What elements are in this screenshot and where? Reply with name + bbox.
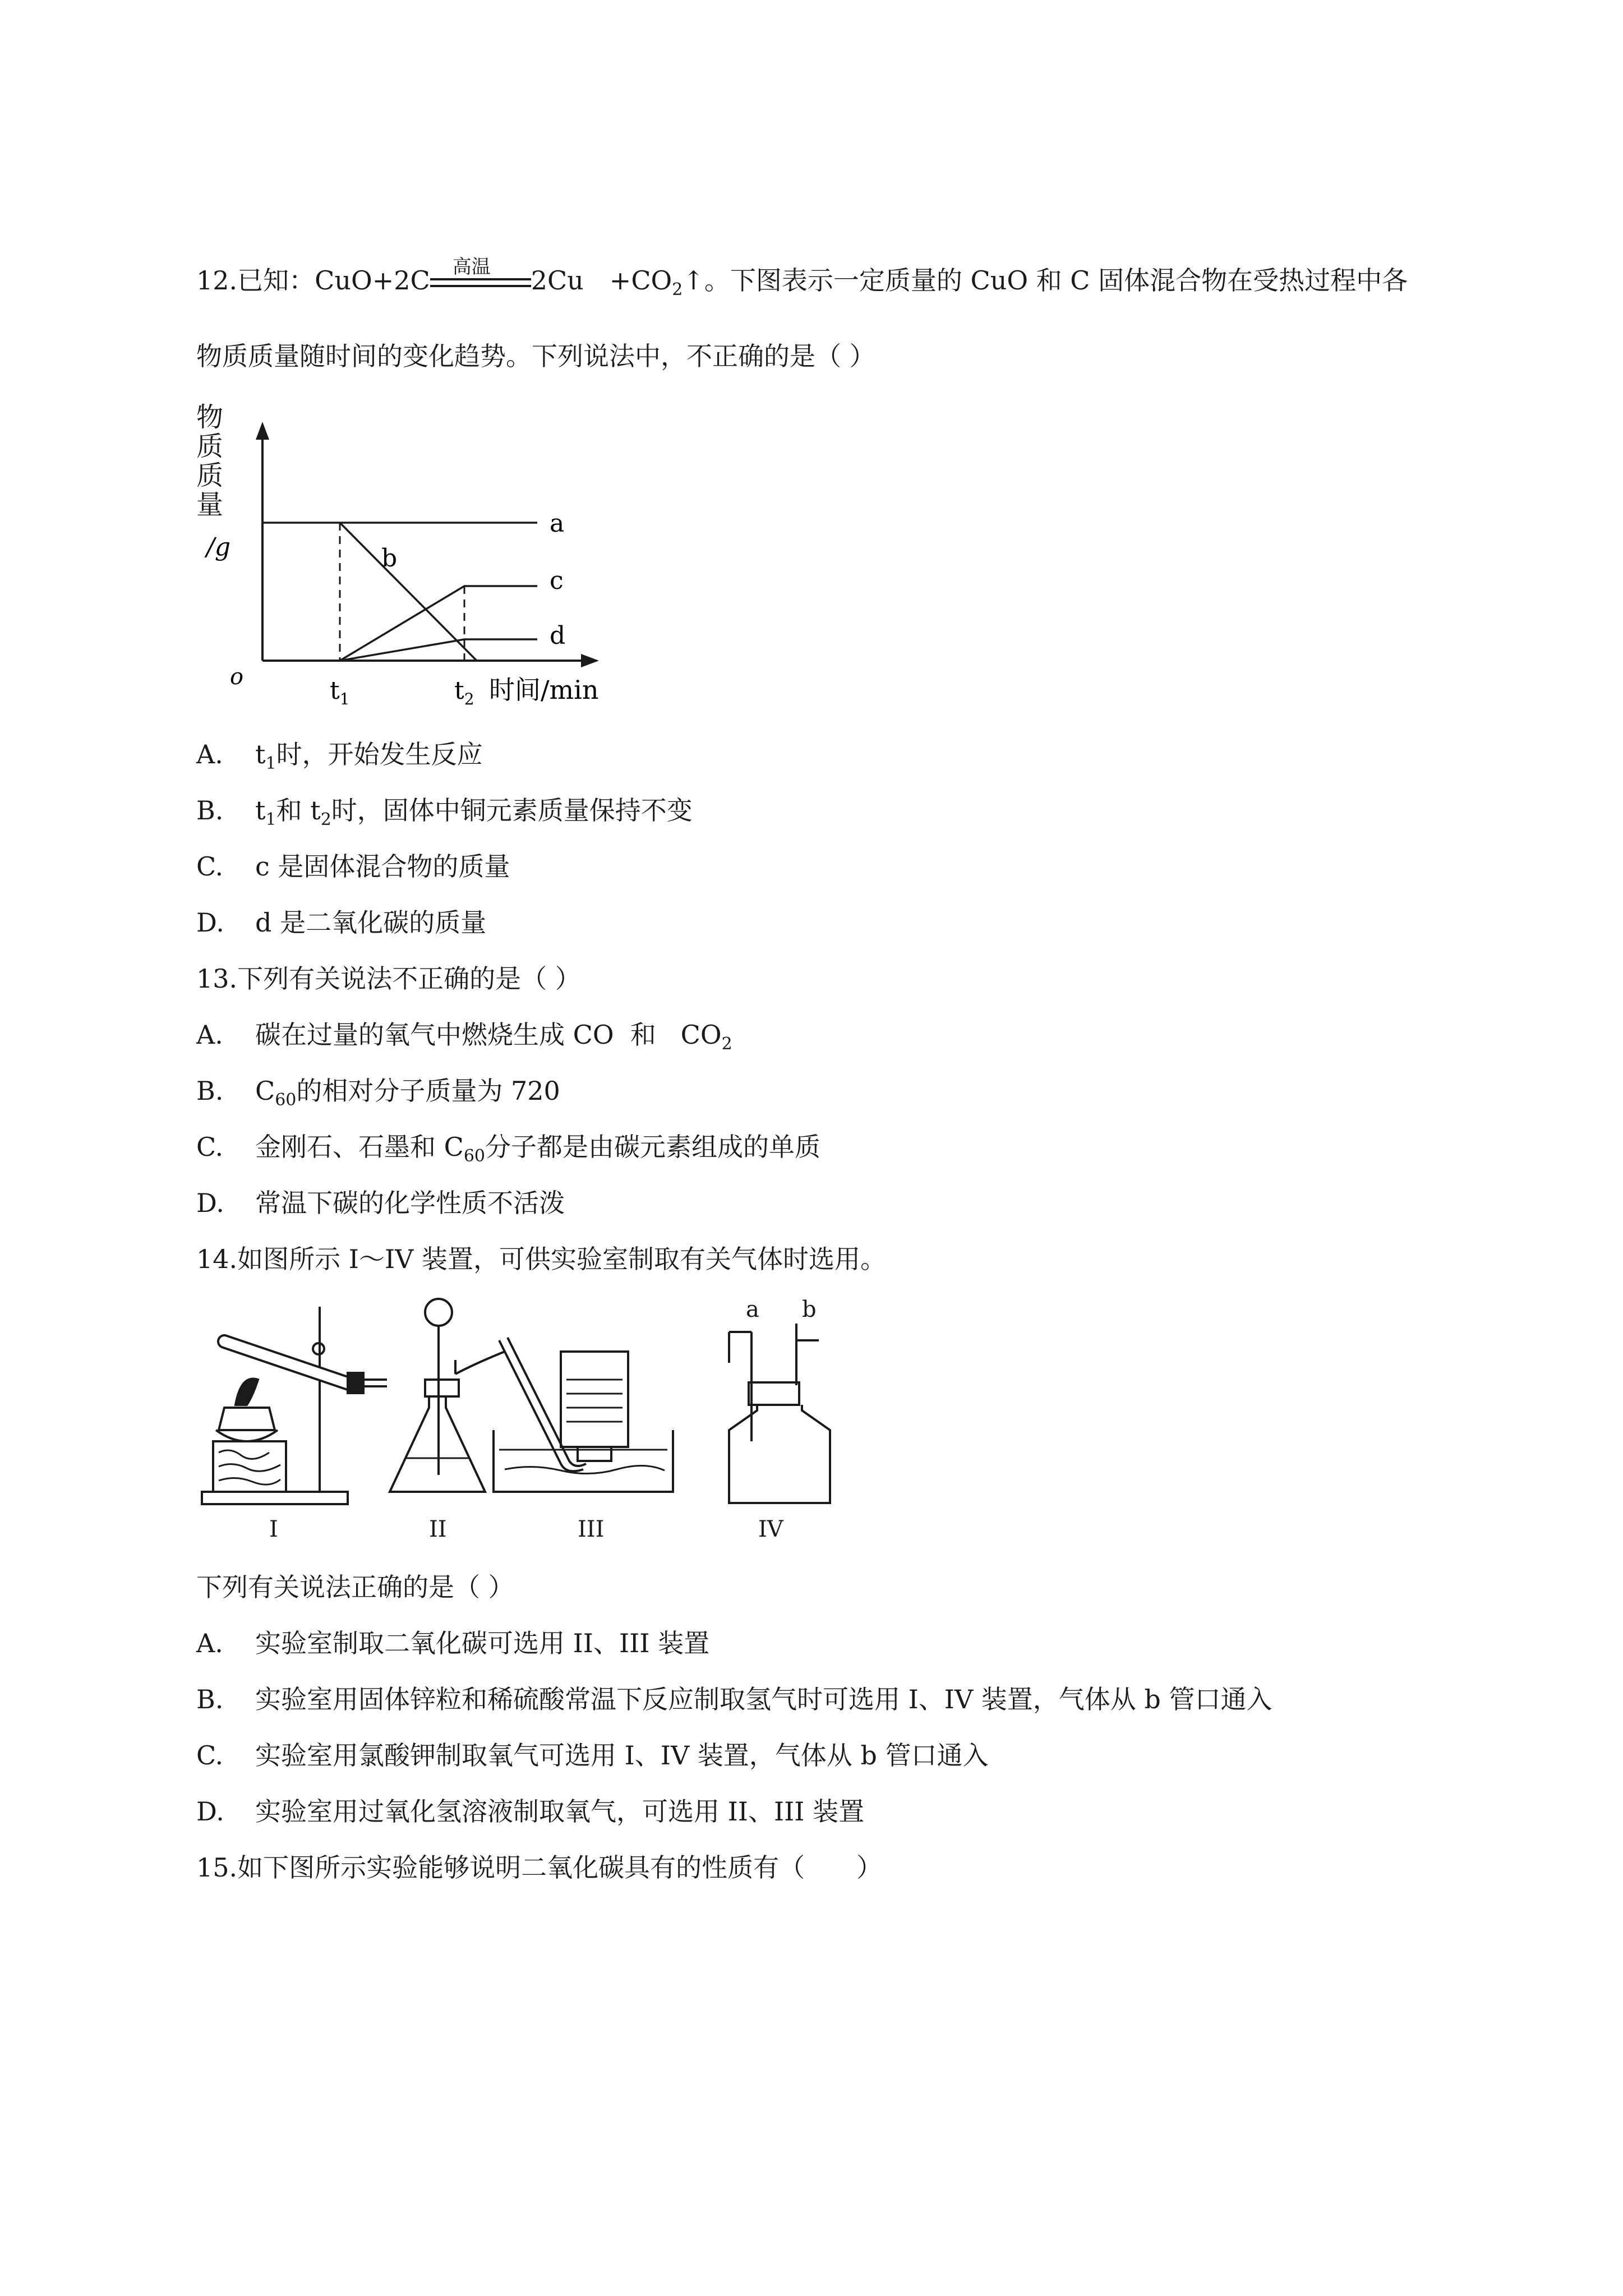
ylabel-char-3: 质	[196, 460, 224, 491]
q14-stem: 14.如图所示 I～IV 装置，可供实验室制取有关气体时选用。	[196, 1244, 886, 1274]
q12-option-c: C. c 是固体混合物的质量	[196, 851, 510, 882]
label-a: a	[550, 509, 565, 538]
q12-tail: ↑。下图表示一定质量的 CuO 和 C 固体混合物在受热过程中各	[683, 265, 1408, 296]
reaction-condition: 高温	[452, 256, 491, 278]
ylabel-char-1: 物	[196, 402, 224, 433]
q13-option-d: D. 常温下碳的化学性质不活泼	[196, 1188, 565, 1218]
reaction-condition-sign	[430, 256, 531, 299]
t1-label: $t_1$	[330, 676, 350, 707]
port-b-label: b	[802, 1297, 817, 1322]
label-c: c	[550, 566, 564, 595]
q12-products: 2Cu +CO	[531, 265, 672, 296]
q13-stem: 13.下列有关说法不正确的是（ ）	[196, 963, 581, 994]
x-axis-arrow-icon	[581, 654, 599, 667]
q14-stem2: 下列有关说法正确的是（ ）	[196, 1572, 514, 1602]
q13-option-b: B. $C_{60}$的相对分子质量为 720	[196, 1076, 560, 1110]
q12-stem-line2: 物质质量随时间的变化趋势。下列说法中，不正确的是（ ）	[196, 341, 875, 371]
apparatus-iii	[494, 1338, 673, 1492]
label-iii: III	[578, 1516, 605, 1542]
q12-option-b: B. $t_1$和 $t_2$时，固体中铜元素质量保持不变	[196, 795, 693, 829]
q14-option-b: B. 实验室用固体锌粒和稀硫酸常温下反应制取氢气时可选用 I、IV 装置，气体从 b 管口通入	[196, 1684, 1272, 1714]
q12-prefix: 12.已知：CuO+2C	[196, 265, 430, 296]
q13-option-a: A. 碳在过量的氧气中燃烧生成 CO 和 $CO_2$	[196, 1020, 732, 1054]
q14-option-c: C. 实验室用氯酸钾制取氧气可选用 I、IV 装置，气体从 b 管口通入	[196, 1740, 989, 1771]
co2-subscript: 2	[672, 280, 683, 299]
q13-option-c: C. 金刚石、石墨和 $C_{60}$分子都是由碳元素组成的单质	[196, 1132, 821, 1166]
ylabel-char-2: 质	[196, 431, 224, 462]
q12-option-d: D. d 是二氧化碳的质量	[196, 907, 487, 938]
q14-apparatus-figure	[191, 1290, 864, 1548]
apparatus-ii	[390, 1299, 505, 1492]
ylabel-char-4: 量	[196, 489, 224, 520]
y-unit: /g	[206, 533, 230, 561]
t2-label: $t_2$	[454, 676, 474, 707]
apparatus-iv	[729, 1324, 830, 1503]
q12-stem-line1	[196, 256, 1408, 307]
x-axis-label: 时间/min	[489, 675, 599, 705]
origin-label: o	[230, 664, 244, 690]
apparatus-i	[202, 1307, 387, 1504]
y-axis-arrow-icon	[256, 422, 269, 440]
q14-option-a: A. 实验室制取二氧化碳可选用 II、III 装置	[196, 1628, 710, 1658]
stand-base	[202, 1492, 348, 1504]
port-a-label: a	[746, 1297, 759, 1322]
q14-option-d: D. 实验室用过氧化氢溶液制取氧气，可选用 II、III 装置	[196, 1796, 865, 1827]
label-ii: II	[429, 1516, 447, 1542]
label-d: d	[550, 621, 566, 650]
q15-stem: 15.如下图所示实验能够说明二氧化碳具有的性质有（ ）	[196, 1852, 883, 1883]
q12-mass-time-chart	[196, 393, 634, 707]
label-i: I	[269, 1516, 278, 1542]
q12-option-a: A. $t_1$时，开始发生反应	[196, 739, 483, 773]
label-iv: IV	[758, 1516, 783, 1542]
label-b: b	[381, 544, 398, 573]
